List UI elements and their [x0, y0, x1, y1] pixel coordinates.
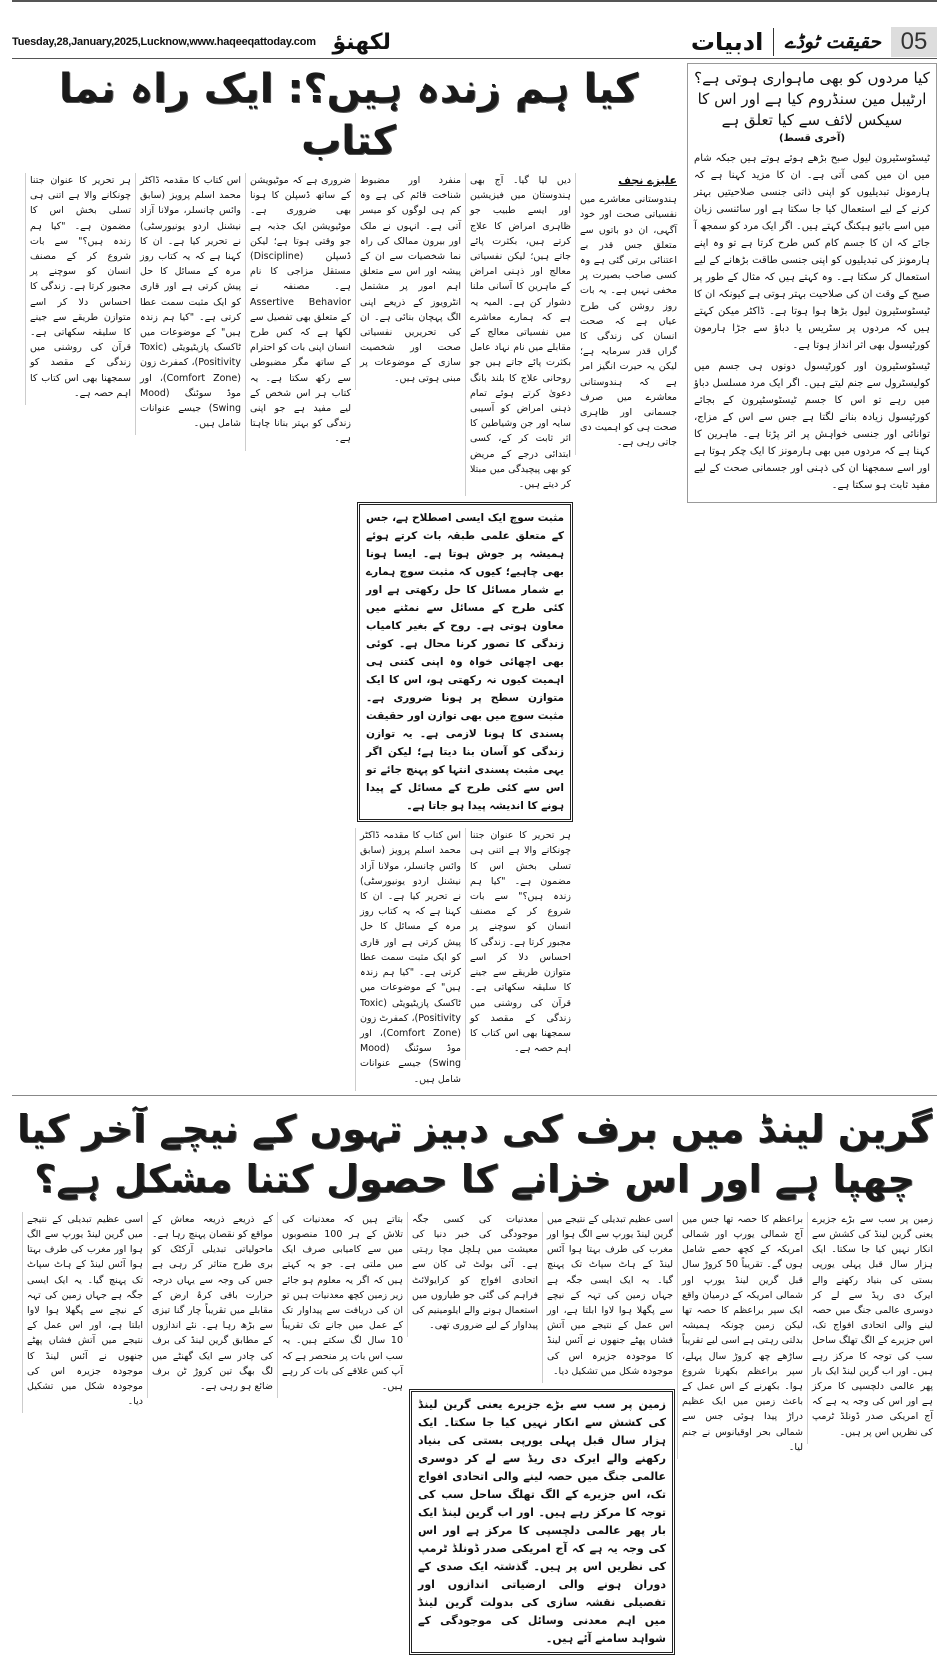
paragraph: اسی عظیم تبدیلی کے نتیجے میں گرین لینڈ یورپ سے الگ ہوا اور مغرب کی طرف بہتا ہوا آئس لینڈ کے ہاٹ سپاٹ تک پہنچ گیا۔ یہ ایک ایسی جگہ ہے جہاں زمین کی تہہ کے نیچے سے پگھلا ہوا لاوا ابلتا ہے، اور اس عمل کے نتیجے میں آتش فشاں پھٹے جنھوں نے آئس لینڈ کا موجودہ جزیرہ اس کی موجودہ شکل میں تشکیل دیا۔ [547, 1213, 673, 1377]
paragraph: زمین پر سب سے بڑے جزیرے یعنی گرین لینڈ کی کشش سے انکار نہیں کیا جا سکتا۔ ایک ہزار سال قبل پہلی یورپی بستی کی بنیاد رکھنے والے ایرک دی ریڈ سے لے کر دوسری عالمی جنگ میں حصہ لینے والی اتحادی افواج تک، اس جزیرے کے الگ تھلگ ساحل سب کی توجہ کا مرکز رہے ہیں۔ اور اب گرین لینڈ ایک بار پھر عالمی دلچسپی کا مرکز ہے اور اس کی وجہ یہ ہے کہ آج امریکی صدر ڈونلڈ ٹرمپ کی نظریں اس پر ہیں۔ [812, 1213, 933, 1438]
article-column [355, 173, 465, 390]
paragraph: اسی عظیم تبدیلی کے نتیجے میں گرین لینڈ یورپ سے الگ ہوا اور مغرب کی طرف بہتا ہوا آئس لینڈ کے ہاٹ سپاٹ تک پہنچ گیا۔ یہ ایک ایسی جگہ ہے جہاں زمین کی تہہ کے نیچے سے پگھلا ہوا لاوا ابلتا ہے، اور اس عمل کے نتیجے میں آتش فشاں پھٹے جنھوں نے آئس لینڈ کا موجودہ جزیرہ اس کی موجودہ شکل میں تشکیل دیا۔ [27, 1213, 143, 1408]
paragraph: اس کتاب کا مقدمہ ڈاکٹر محمد اسلم پرویز (سابق وائس چانسلر، مولانا آزاد نیشنل اردو یونیورسٹی) نے تحریر کیا ہے۔ ان کا کہنا ہے کہ یہ کتاب روز مرہ کے مسائل کا حل پیش کرتی ہے اور قاری کو ایک مثبت سمت عطا کرتی ہے۔ "کیا ہم زندہ ہیں" کے موضوعات میں ٹاکسک پازیٹیویٹی (Toxic Positivity)، کمفرٹ زون (Comfort Zone)، اور موڈ سوئنگ (Mood Swing) جیسے عنوانات شامل ہیں۔ [140, 175, 241, 430]
article-column [22, 1212, 147, 1414]
bottom-headline: گرین لینڈ میں برف کی دبیز تہوں کے نیچے آخر کیا چھپا ہے اور اس خزانے کا حصول کتنا مشکل ہے؟ [16, 1106, 932, 1201]
bottom-columns [12, 1212, 937, 1661]
header-bottom-rule [12, 58, 937, 59]
article-column [147, 1212, 277, 1398]
box-quote: زمین پر سب سے بڑے جزیرے یعنی گرین لینڈ کی کشش سے انکار نہیں کیا جا سکتا۔ ایک ہزار سال قبل پہلی یورپی بستی کی بنیاد رکھنے والے ایرک دی ریڈ سے لے کر دوسری عالمی جنگ میں حصہ لینے والی اتحادی افواج تک، اس جزیرے کے الگ تھلگ ساحل سب کی توجہ کا مرکز رہے ہیں۔ اور اب گرین لینڈ ایک بار پھر عالمی دلچسپی کا مرکز ہے اور اس کی وجہ یہ ہے کہ آج امریکی صدر ڈونلڈ ٹرمپ کی نظریں اس پر ہیں۔ گذشتہ ایک صدی کے دوران ہونے والی ارضیاتی اندازوں اور تفصیلی نقشہ سازی کی بدولت گرین لینڈ میں اہم معدنی وسائل کی موجودگی کے شواہد سامنے آئے ہیں۔ [409, 1389, 675, 1655]
article-column [807, 1212, 937, 1444]
article-column [355, 828, 465, 1090]
page-number: 05 [891, 27, 937, 57]
paragraph: دیں لیا گیا۔ آج بھی ہندوستان میں فیزیشین اور ایسے طبیب جو ظاہری امراض کا علاج کرتے ہیں، بکثرت پائے جاتے ہیں؛ لیکن نفسیاتی معالج اور ذہنی امراض کے ماہرین کا آسانی ملنا دشوار کن ہے۔ المیہ یہ ہے کہ ہمارے معاشرے میں نفسیاتی معالج کے مقابلے میں نام نہاد عامل بکثرت پائے جاتے ہیں جو روحانی علاج کا بلند بانگ دعویٰ کرتے ہوئے تمام ذہنی امراض کو آسیبی سایہ اور جن وشیاطین کا اثر ثابت کر کے، کسی ابتدائی درجے کے مریض کو بھی پیچیدگی میں مبتلا کر دیتے ہیں۔ [470, 175, 571, 491]
sidebar-story [687, 63, 937, 503]
paragraph: ہندوستانی معاشرے میں نفسیاتی صحت اور خود آگہی، ان دو باتوں سے متعلق جس قدر بے اعتنائی برتی گئی ہے وہ کسی صاحب بصیرت پر مخفی نہیں ہے۔ یہ بات روز روشن کی طرح عیاں ہے کہ صحت انسان کی زندگی کا گراں قدر سرمایہ ہے؛ لیکن یہ حیرت انگیز امر ہے کہ ہندوستانی معاشرے میں صرف جسمانی اور ظاہری صحت ہی کو اہمیت دی جاتی رہی ہے۔ [580, 194, 677, 449]
dateline[interactable]: Tuesday,28,January,2025,Lucknow,www.haqeeqattoday.com [12, 36, 316, 48]
article-column [465, 173, 575, 496]
paragraph: معدنیات کی کسی جگہ موجودگی کی خبر دنیا کی معیشت میں ہلچل مچا رہتی ہے۔ آئی بولٹ ٹی کان سے اتحادی افواج کو کرایولائٹ فراہم کی گئی جو طیاروں میں استعمال ہونے والے ایلومینیم کی پیداوار کے لیے ضروری تھی۔ [412, 1213, 538, 1332]
paragraph: ضروری ہے کہ موٹیویشن کے ساتھ ڈسپلن کا ہونا بھی ضروری ہے۔ موٹیویشن ایک جذبہ ہے جو وقتی ہوتا ہے؛ لیکن ڈسپلن (Discipline) مستقل مزاجی کا نام ہے۔ مصنفہ نے Assertive Behavior کے متعلق بھی تفصیل سے لکھا ہے کہ کس طرح انسان اپنی بات کو احترام کے ساتھ مگر مضبوطی سے رکھ سکتا ہے۔ یہ کتاب ہر اس شخص کے لیے مفید ہے جو اپنی زندگی کو بہتر بنانا چاہتا ہے۔ [250, 175, 351, 445]
header-separator [773, 28, 774, 56]
page-header [12, 26, 937, 58]
article-column [407, 1212, 542, 1338]
article-column [542, 1212, 677, 1383]
article-column [277, 1212, 407, 1398]
paragraph: بتاتے ہیں کہ معدنیات کی تلاش کے ہر 100 منصوبوں میں سے کامیابی صرف ایک میں ملتی ہے۔ جو یہ کہتے ہیں کہ اگر یہ معلوم ہو جائے زیر زمین کچھ معدنیات ہیں تو ان کی دریافت سے پیداوار تک کے عمل میں جانے تک تقریباً 10 سال لگ سکتے ہیں۔ یہ سب اس بات پر منحصر ہے کہ آپ کس علاقے کی بات کر رہے ہیں۔ [282, 1213, 403, 1392]
section-divider [12, 1095, 937, 1096]
top-section [12, 63, 937, 1091]
paragraph: ہر تحریر کا عنوان جتنا چونکانے والا ہے اتنی ہی تسلی بخش اس کا مضمون ہے۔ "کیا ہم زندہ ہیں؟" سے بات شروع کر کے مصنف انسان کو سوچنے پر مجبور کرتا ہے۔ زندگی کا احساس دلا کر اسے متوازن طریقے سے جینے کا سلیقہ سکھاتی ہے۔ قرآن کی روشنی میں زندگی کے مقصد کو سمجھنا بھی اس کتاب کا اہم حصہ ہے۔ [470, 830, 571, 1055]
article-column [465, 828, 575, 1060]
paragraph: براعظم کا حصہ تھا جس میں آج شمالی یورپ اور شمالی امریکہ کے کچھ حصے شامل ہوں گے۔ تقریباً 50 کروڑ سال قبل گرین لینڈ یورپ اور شمالی امریکہ کے درمیان واقع ایک سپر براعظم کا حصہ تھا لیکن زمین چونکہ ہمیشہ بدلتی رہتی ہے اسی لیے تقریباً ساڑھے چھ کروڑ سال پہلے، سپر براعظم بکھرنا شروع ہوا۔ بکھرنے کے اس عمل کے باعث زمین میں ایک عظیم دراڑ پیدا ہوئی جس سے شمالی بحر اوقیانوس نے جنم لیا۔ [682, 1213, 803, 1453]
city-label: لکھنؤ [332, 29, 391, 55]
article-column [25, 173, 135, 405]
paragraph: ٹیسٹوسٹیرون لیول صبح بڑھے ہوئے ہوتے ہیں جبکہ شام میں ان میں کمی آتی ہے۔ ان کا مزید کہنا ہے کہ ہارمونل تبدیلیوں کو اپنی ذاتی جنسی صلاحیتیں بہتر کرنے کے لیے استعمال کیا جا سکتا ہے اور سائنسی زبان میں اسے بائیو ہیکنگ کہتے ہیں۔ اگر ایک مرد کو سمجھ آ جائے کہ ان کا جسم کام کس طرح کرتا ہے تو وہ اپنے ہارمونز کی تبدیلیوں کو اپنی جنسی طاقت بڑھانے کے لیے استعمال کر سکتا ہے۔ وہ کہتے ہیں کہ مثال کے طور پر صبح کے وقت ان کی صلاحیت بہتر ہوتی ہے کیونکہ ان کا ٹیسٹوسٹیرون لیول بڑھا ہوا ہوتا ہے۔ ڈاکٹر میکن کہتے ہیں کہ مردوں پر سٹریس یا دباؤ سے جڑا ہارمون کورٹیسول بھی اثر انداز ہوتا ہے۔ [694, 153, 930, 351]
paragraph: ہر تحریر کا عنوان جتنا چونکانے والا ہے اتنی ہی تسلی بخش اس کا مضمون ہے۔ "کیا ہم زندہ ہیں؟" سے بات شروع کر کے مصنف انسان کو سوچنے پر مجبور کرتا ہے۔ زندگی کا احساس دلا کر اسے متوازن طریقے سے جینے کا سلیقہ سکھاتی ہے۔ قرآن کی روشنی میں زندگی کے مقصد کو سمجھنا بھی اس کتاب کا اہم حصہ ہے۔ [30, 175, 131, 399]
section-title: ادبیات [690, 28, 764, 56]
paragraph: ٹیسٹوسٹیرون اور کورٹیسول دونوں ہی جسم میں کولیسٹرول سے جنم لیتے ہیں۔ اگر ایک مرد مسلسل دباؤ میں رہے تو اس کا جسم ٹیسٹوسٹیرون کے بجائے کورٹیسول زیادہ بنانے لگتا ہے جس سے اس کے مزاج، توانائی اور جنسی خواہش پر اثر پڑتا ہے۔ ماہرین کا کہنا ہے کہ مردوں میں بھی ہارمونز کا ایک چکر ہوتا ہے اور اسے سمجھنا ان کی ذہنی اور جسمانی صحت کے لیے مفید ثابت ہو سکتا ہے۔ [694, 361, 930, 491]
main-story [12, 63, 687, 1091]
paragraph: کے ذریعے ذریعہ معاش کے مواقع کو نقصان پہنچ رہا ہے۔ ماحولیاتی تبدیلی آرکٹک کو بری طرح متاثر کر رہی ہے جس کی وجہ سے یہاں درجہ حرارت باقی کرۂ ارض کے مقابلے میں تقریباً چار گنا تیزی سے بڑھ رہا ہے۔ نئے اندازوں کے مطابق گرین لینڈ کی برف کی چادر سے ایک گھنٹے میں لگ بھگ تین کروڑ ٹن برف ضائع ہو رہی ہے۔ [152, 1213, 273, 1392]
bottom-story [12, 1104, 937, 1661]
sidebar-body [694, 150, 930, 494]
column-pair [355, 173, 575, 496]
pull-quote: مثبت سوچ ایک ایسی اصطلاح ہے، جس کے متعلق علمی طبقہ بات کرتے ہوئے ہمیشہ پر جوش ہوتا ہے۔ ایسا ہونا بھی چاہیے؛ کیوں کہ مثبت سوچ ہمارے بے شمار مسائل کا حل رکھتی ہے اور کئی طرح کے مسائل سے نمٹنے میں معاون ہوتی ہے۔ روح کے بغیر کامیاب زندگی کا تصور کرنا محال ہے۔ کوئی بھی اچھائی خواہ وہ اپنی کتنی ہی اہمیت کیوں نہ رکھتی ہو، اس کا ایک متوازن سطح پر ہونا ضروری ہے۔ مثبت سوچ میں بھی توازن اور حقیقت پسندی کا ہونا لازمی ہے۔ یہ توازن زندگی کو آسان بنا دیتا ہے؛ لیکن اگر یہی مثبت پسندی انتہا کو پہنچ جائے تو اس سے کئی طرح کے مسائل کے پیدا ہونے کا اندیشہ پیدا ہو جاتا ہے۔ [357, 502, 573, 822]
newspaper-logo: حقیقت ٹوڈے [784, 31, 881, 53]
header-top-rule [12, 0, 937, 2]
sidebar-subtitle: (آخری قسط) [778, 133, 846, 144]
paragraph: منفرد اور مضبوط شناخت قائم کی ہے وہ کم ہی لوگوں کو میسر آتی ہے۔ انہوں نے ملک اور بیرون ممالک کی راہ نما شخصیات سے ان کے پیشہ اور اس سے متعلق اہم امور پر مشتمل انٹرویوز کے ذریعے اپنی الگ پہچان بنائی ہے۔ ان کی تحریریں نفسیاتی صحت اور شخصیت سازی کے موضوعات پر مبنی ہوتی ہیں۔ [360, 175, 461, 384]
sidebar-headline: کیا مردوں کو بھی ماہواری ہوتی ہے؟ ارٹیبل مین سنڈروم کیا ہے اور اس کا سیکس لائف سے کیا تعلق ہے [694, 69, 930, 129]
column-pair [355, 828, 575, 1090]
article-column [245, 173, 355, 451]
paragraph: اس کتاب کا مقدمہ ڈاکٹر محمد اسلم پرویز (سابق وائس چانسلر، مولانا آزاد نیشنل اردو یونیورسٹی) نے تحریر کیا ہے۔ ان کا کہنا ہے کہ یہ کتاب روز مرہ کے مسائل کا حل پیش کرتی ہے اور قاری کو ایک مثبت سمت عطا کرتی ہے۔ "کیا ہم زندہ ہیں" کے موضوعات میں ٹاکسک پازیٹیویٹی (Toxic Positivity)، کمفرٹ زون (Comfort Zone)، اور موڈ سوئنگ (Mood Swing) جیسے عنوانات شامل ہیں۔ [360, 830, 461, 1085]
article-column [575, 173, 681, 455]
column-pair [407, 1212, 677, 1383]
main-headline: کیا ہم زندہ ہیں؟: ایک راہ نما کتاب [58, 66, 639, 164]
column-group [407, 1212, 677, 1661]
main-columns [16, 173, 681, 1091]
byline: علیزے نجف [618, 174, 677, 187]
article-column [677, 1212, 807, 1459]
column-group [355, 173, 575, 1091]
article-column [135, 173, 245, 435]
